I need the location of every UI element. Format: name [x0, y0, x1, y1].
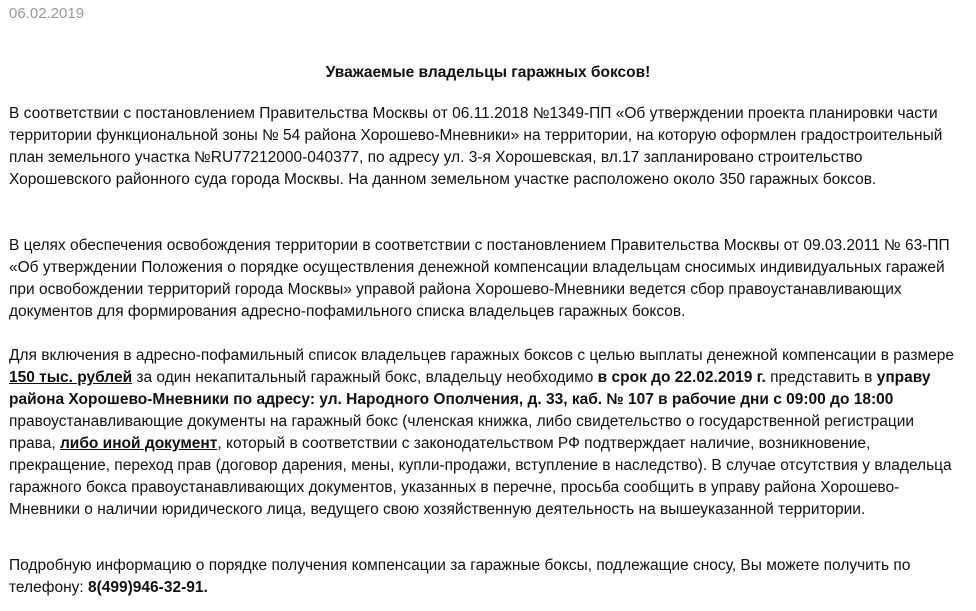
paragraph-resolution: В соответствии с постановлением Правительства Москвы от 06.11.2018 №1349-ПП «Об утверждении проекта планировки части территории функциональной зоны № 54 района Хорошево-Мневники» на территории, на которую оформлен градостроительный план земельного участка №RU77212000-040377, по адресу ул. 3-я Хорошевская, вл.17 запланировано строительство Хорошевского районного суда города Москвы. На данном земельном участке расположено около 350 гаражных боксов.: [9, 105, 943, 188]
paragraph-territory: В целях обеспечения освобождения территории в соответствии с постановлением Правительства Москвы от 09.03.2011 № 63-ПП «Об утверждении Положения о порядке осуществления денежной компенсации владельцам сносимых индивидуальных гаражей при освобождении территорий города Москвы» управой района Хорошево-Мневники ведется сбор правоустанавливающих документов для формирования адресно-пофамильного списка владельцев гаражных боксов.: [9, 237, 950, 320]
compensation-amount: 150 тыс. рублей: [9, 369, 133, 386]
paragraph-instructions: [9, 345, 964, 521]
document-title: Уважаемые владельцы гаражных боксов!: [325, 64, 651, 81]
instructions-text-4: правоустанавливающие документы на гаражный бокс (членская книжка, либо свидетельство о государственной регистрации права,: [9, 413, 915, 452]
contact-text: Подробную информацию о порядке получения компенсации за гаражные боксы, подлежащие сносу, Вы можете получить по телефону:: [9, 557, 911, 596]
other-document: либо иной документ: [59, 435, 218, 452]
paragraph-contact: [9, 555, 964, 599]
office-address: управу района Хорошево-Мневники по адресу: ул. Народного Ополчения, д. 33, каб. № 107 в рабочие дни с 09:00 до 18:00: [9, 369, 931, 408]
instructions-text-1: Для включения в адресно-пофамильный список владельцев гаражных боксов с целью выплаты денежной компенсации в размере: [9, 347, 954, 364]
instructions-text-3: представить в: [765, 369, 877, 386]
document-date: 06.02.2019: [9, 5, 85, 22]
deadline: в срок до 22.02.2019 г.: [597, 369, 766, 386]
instructions-text-2: за один некапитальный гаражный бокс, владельцу необходимо: [132, 369, 598, 386]
instructions-text-5: , который в соответствии с законодательством РФ подтверждает наличие, возникновение, прекращение, переход прав (договор дарения, мены, купли-продажи, вступление в наследство). В случае отсутствия у владельца гаражного бокса правоустанавливающих документов, указанных в перечне, просьба сообщить в управу района Хорошево-Мневники о наличии юридического лица, ведущего свою хозяйственную деятельность на вышеуказанной территории.: [9, 435, 952, 518]
phone-number: 8(499)946-32-91.: [88, 579, 208, 596]
